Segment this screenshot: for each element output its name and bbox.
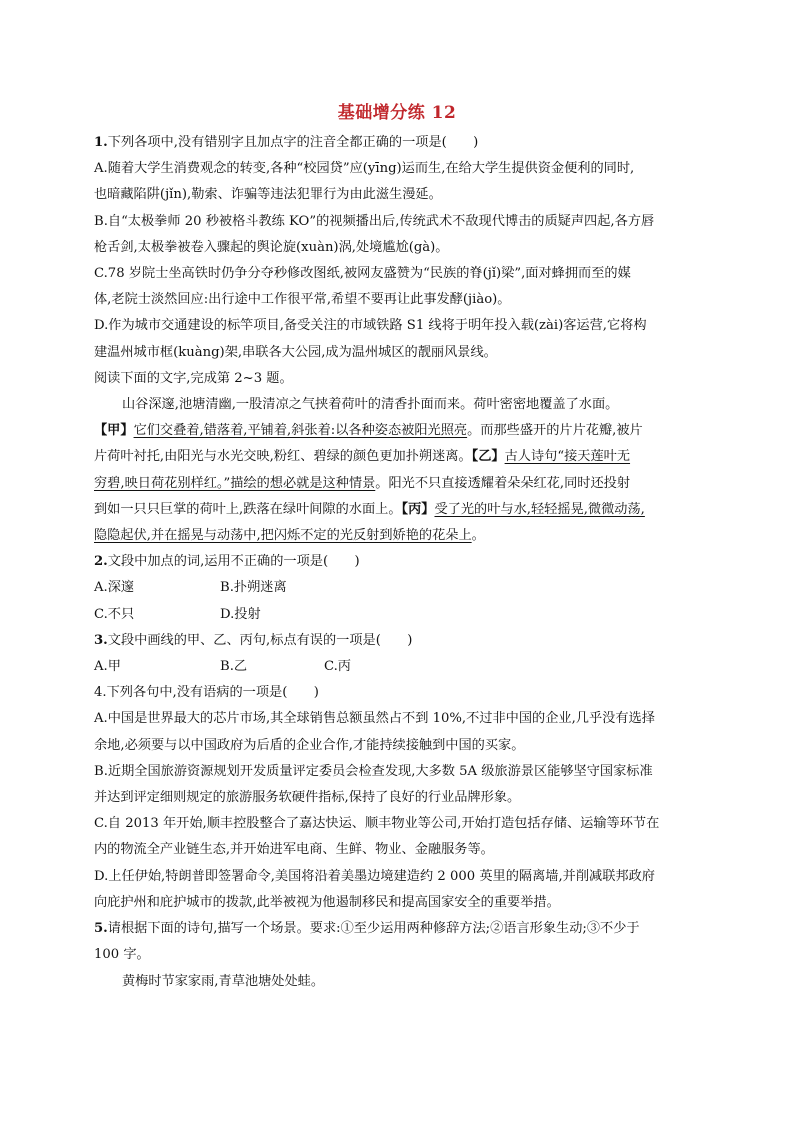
passage-underline-yi-part2: 穷碧,映日荷花别样红。”描绘的想必就是这种情景 (94, 475, 376, 491)
passage-line-2 (94, 418, 700, 444)
question-1-option-b-line2: 枪舌剑,太极拳被卷入骤起的舆论旋(xuàn)涡,处境尴尬(gà)。 (94, 239, 449, 255)
question-4-option-d-line1: D.上任伊始,特朗普即签署命令,美国将沿着美墨边境建造约 2 000 英里的隔离墙,并削减联邦政府 (94, 868, 655, 884)
question-2-number: 2. (94, 554, 108, 570)
passage-underline-jia: 它们交叠着,错落着,平铺着,斜张着:以各种姿态被阳光照亮 (133, 423, 468, 439)
passage-line-1: 山谷深邃,池塘清幽,一股清凉之气挟着荷叶的清香扑面而来。荷叶密密地覆盖了水面。 (122, 397, 619, 413)
question-1-option-a-line2: 也暗藏陷阱(jǐn),勒索、诈骗等违法犯罪行为由此滋生漫延。 (94, 187, 442, 203)
passage-underline-bing-part1: 受了光的叶与水,轻轻摇晃,微微动荡, (434, 501, 645, 517)
question-5-stem: 请根据下面的诗句,描写一个场景。要求:①至少运用两种修辞方法;②语言形象生动;③不少于 (107, 921, 640, 937)
question-4-option-c-line2: 内的物流全产业链生态,并开始进军电商、生鲜、物业、金融服务等。 (94, 842, 494, 858)
question-4-option-a-line2: 余地,必须要与以中国政府为后盾的企业合作,才能持续接触到中国的买家。 (94, 737, 525, 753)
question-1-option-d-line2: 建温州城市框(kuàng)架,串联各大公园,成为温州城区的靓丽风景线。 (94, 344, 497, 360)
question-4-option-b-line1: B.近期全国旅游资源规划开发质量评定委员会检查发现,大多数 5A 级旅游景区能够坚守国家标准 (94, 763, 653, 779)
question-3 (94, 628, 700, 680)
document-body (94, 130, 700, 995)
question-2-option-d: D.投射 (220, 606, 261, 622)
question-1 (94, 130, 700, 366)
question-3-stem-line (94, 628, 700, 654)
passage-underline-bing-part2: 隐隐起伏,并在摇晃与动荡中,把闪烁不定的光反射到娇艳的花朵上 (94, 528, 472, 544)
question-4-option-a-line1: A.中国是世界最大的芯片市场,其全球销售总额虽然占不到 10%,不过非中国的企业,几乎没有选择 (94, 711, 655, 727)
passage-text-after-yi: 。阳光不只直接透耀着朵朵红花,同时还投射 (375, 475, 631, 491)
question-1-stem: 下列各项中,没有错别字且加点字的注音全都正确的一项是( ) (107, 135, 479, 150)
question-1-option-d-line1: D.作为城市交通建设的标竿项目,备受关注的市域铁路 S1 线将于明年投入载(zài)客运营,它将构 (94, 318, 647, 334)
passage-mark-jia: 【甲】 (94, 423, 134, 439)
question-1-number: 1. (94, 135, 108, 150)
question-3-number: 3. (94, 632, 108, 648)
passage-text-after-jia: 。而那些盛开的片片花瓣,被片 (467, 423, 643, 439)
question-1-option-a-line1: A.随着大学生消费观念的转变,各种“校园贷”应(yīng)运而生,在给大学生提供资金便利的同时, (94, 161, 635, 177)
question-1-option-b-line1: B.自“太极拳师 20 秒被格斗教练 KO”的视频播出后,传统武术不敌现代博击的质疑声四起,各方唇 (94, 213, 655, 229)
question-4-stem: 下列各句中,没有语病的一项是( ) (106, 685, 319, 701)
question-2-option-c: C.不只 (94, 606, 135, 622)
reading-intro: 阅读下面的文字,完成第 2~3 题。 (94, 370, 293, 386)
passage-line-3 (94, 444, 700, 470)
page-title: 基础增分练 12 (337, 103, 457, 123)
question-3-options-row (94, 654, 700, 680)
passage-text-line5: 到如一只只巨掌的荷叶上,跌落在绿叶间隙的水面上。 (94, 501, 402, 517)
question-4 (94, 680, 700, 916)
question-4-option-c-line1: C.自 2013 年开始,顺丰控股整合了嘉达快运、顺丰物业等公司,开始打造包括存储、运输等环节在 (94, 816, 660, 832)
question-2-stem: 文段中加点的词,运用不正确的一项是( ) (107, 554, 360, 570)
question-4-stem-line (94, 680, 700, 706)
question-2-options-row-2 (94, 602, 700, 628)
question-2-option-a: A.深邃 (94, 580, 135, 596)
question-4-option-d-line2: 向庇护州和庇护城市的拨款,此举被视为他遏制移民和提高国家安全的重要举措。 (94, 894, 560, 910)
passage-text-line3: 片荷叶衬托,由阳光与水光交映,粉红、碧绿的颜色更加扑朔迷离。 (94, 449, 472, 465)
question-4-option-b-line2: 并达到评定细则规定的旅游服务软硬件指标,保持了良好的行业品牌形象。 (94, 790, 521, 806)
question-2-options-row-1 (94, 575, 700, 601)
reading-passage (94, 392, 700, 549)
passage-line-5 (94, 497, 700, 523)
question-1-stem-line (94, 130, 700, 156)
question-2-option-b: B.扑朔迷离 (220, 580, 287, 596)
passage-mark-yi: 【乙】 (471, 449, 505, 465)
question-1-option-c-line1: C.78 岁院士坐高铁时仍争分夺秒修改图纸,被网友盛赞为“民族的脊(jǐ)梁”,面对蜂拥而至的媒 (94, 266, 631, 282)
question-3-stem: 文段中画线的甲、乙、丙句,标点有误的一项是( ) (107, 632, 413, 648)
passage-mark-bing: 【丙】 (401, 501, 435, 517)
question-2 (94, 549, 700, 628)
question-3-option-b: B.乙 (220, 659, 248, 675)
question-2-stem-line (94, 549, 700, 575)
question-5-poem: 黄梅时节家家雨,青草池塘处处蛙。 (122, 973, 325, 989)
passage-underline-yi-part1: 古人诗句“接天莲叶无 (504, 449, 631, 465)
question-5-stem-line2: 100 字。 (94, 947, 150, 963)
question-1-option-c-line2: 体,老院士淡然回应:出行途中工作很平常,希望不要再让此事发酵(jiào)。 (94, 292, 511, 308)
passage-text-after-bing: 。 (471, 528, 485, 544)
passage-line-4 (94, 471, 700, 497)
question-5 (94, 916, 700, 995)
question-4-number: 4. (94, 685, 107, 701)
question-5-stem-line1 (94, 916, 700, 942)
passage-line-6 (94, 523, 700, 549)
question-5-number: 5. (94, 921, 108, 937)
question-3-option-c: C.丙 (324, 659, 351, 675)
question-3-option-a: A.甲 (94, 659, 121, 675)
